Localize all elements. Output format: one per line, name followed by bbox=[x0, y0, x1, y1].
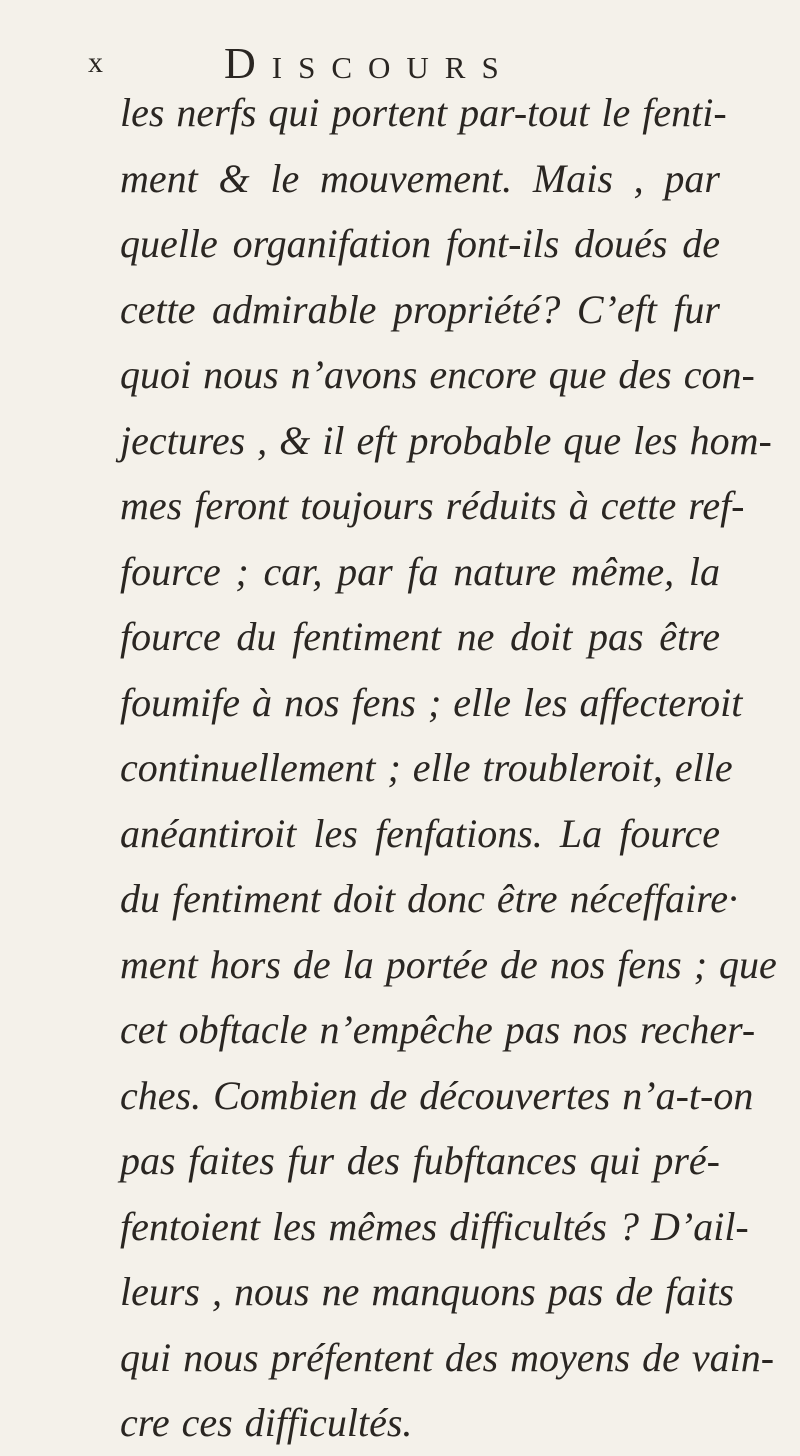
text-line: fource ; car, par fa nature même, la bbox=[120, 548, 720, 594]
text-line: quoi nous n’avons encore que des con- bbox=[120, 352, 755, 397]
text-line: cre ces difficultés. bbox=[120, 1400, 413, 1445]
text-line: fource du fentiment ne doit pas être bbox=[120, 614, 720, 659]
text-line: jectures , & il eft probable que les hom- bbox=[120, 417, 772, 463]
body-text bbox=[120, 80, 777, 1456]
page-number: x bbox=[88, 46, 104, 79]
text-line: continuellement ; elle troubleroit, elle bbox=[120, 745, 733, 790]
text-line: anéantiroit les fenfations. La fource bbox=[120, 810, 720, 856]
text-line: cette admirable propriété? C’eft fur bbox=[120, 286, 720, 332]
text-line: cet obftacle n’empêche pas nos recher- bbox=[120, 1007, 756, 1052]
running-title: Discours bbox=[224, 39, 515, 88]
text-line: quelle organifation font-ils doués de bbox=[120, 221, 720, 266]
text-line: ment hors de la portée de nos fens ; que bbox=[120, 941, 777, 987]
text-line: pas faites fur des fubftances qui pré- bbox=[120, 1138, 720, 1183]
text-line: les nerfs qui portent par-tout le fenti- bbox=[120, 90, 727, 135]
text-line: du fentiment doit donc être néceffaire· bbox=[120, 876, 738, 921]
text-line: foumife à nos fens ; elle les affecteroit bbox=[120, 679, 743, 725]
text-line: ment & le mouvement. Mais , par bbox=[120, 155, 720, 201]
text-line: qui nous préfentent des moyens de vain- bbox=[120, 1334, 775, 1380]
text-line: mes feront toujours réduits à cette ref- bbox=[120, 483, 745, 528]
text-line: ches. Combien de découvertes n’a-t-on bbox=[120, 1072, 754, 1118]
text-line: fentoient les mêmes difficultés ? D’ail- bbox=[120, 1203, 749, 1249]
text-line: leurs , nous ne manquons pas de faits bbox=[120, 1269, 734, 1314]
